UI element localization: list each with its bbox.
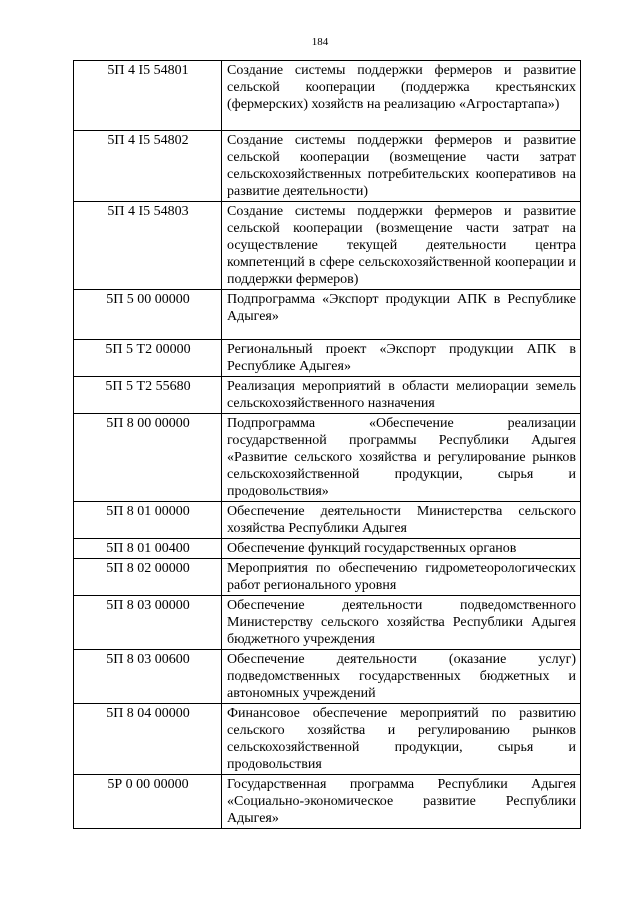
description-cell: Финансовое обеспечение мероприятий по развитию сельского хозяйства и регулированию рынков сельскохозяйственной продукции, сырья и продовольствия: [222, 704, 581, 775]
code-cell: 5П 4 I5 54801: [74, 61, 222, 131]
description-cell: Обеспечение деятельности (оказание услуг) подведомственных государственных бюджетных и автономных учреждений: [222, 650, 581, 704]
table-row: [74, 202, 581, 290]
table-row: [74, 596, 581, 650]
table-row: [74, 340, 581, 377]
description-cell: Создание системы поддержки фермеров и развитие сельской кооперации (поддержка крестьянских (фермерских) хозяйств на реализацию «Агростартапа»): [222, 61, 581, 131]
code-cell: 5П 8 01 00000: [74, 502, 222, 539]
table-row: [74, 377, 581, 414]
description-cell: Подпрограмма «Обеспечение реализации государственной программы Республики Адыгея «Развитие сельского хозяйства и регулирование рынков сельскохозяйственной продукции, сырья и продовольствия»: [222, 414, 581, 502]
table-row: [74, 559, 581, 596]
code-cell: 5П 5 T2 00000: [74, 340, 222, 377]
description-cell: Обеспечение функций государственных органов: [222, 539, 581, 559]
table-row: [74, 539, 581, 559]
table-row: [74, 650, 581, 704]
description-cell: Обеспечение деятельности Министерства сельского хозяйства Республики Адыгея: [222, 502, 581, 539]
description-cell: Реализация мероприятий в области мелиорации земель сельскохозяйственного назначения: [222, 377, 581, 414]
code-cell: 5П 4 I5 54802: [74, 131, 222, 202]
description-cell: Создание системы поддержки фермеров и развитие сельской кооперации (возмещение части затрат на осуществление текущей деятельности центра компетенций в сфере сельскохозяйственной кооперации и поддержки фермеров): [222, 202, 581, 290]
description-cell: Обеспечение деятельности подведомственного Министерству сельского хозяйства Республики Адыгея бюджетного учреждения: [222, 596, 581, 650]
code-cell: 5П 8 03 00600: [74, 650, 222, 704]
table-row: [74, 704, 581, 775]
table-row: [74, 61, 581, 131]
description-cell: Региональный проект «Экспорт продукции АПК в Республике Адыгея»: [222, 340, 581, 377]
table-row: [74, 414, 581, 502]
table-row: [74, 290, 581, 340]
code-cell: 5П 4 I5 54803: [74, 202, 222, 290]
table-row: [74, 775, 581, 829]
code-cell: 5П 8 01 00400: [74, 539, 222, 559]
code-cell: 5Р 0 00 00000: [74, 775, 222, 829]
description-cell: Мероприятия по обеспечению гидрометеорологических работ регионального уровня: [222, 559, 581, 596]
table-row: [74, 502, 581, 539]
code-cell: 5П 8 00 00000: [74, 414, 222, 502]
description-cell: Создание системы поддержки фермеров и развитие сельской кооперации (возмещение части затрат сельскохозяйственных потребительских кооперативов на развитие деятельности): [222, 131, 581, 202]
table-row: [74, 131, 581, 202]
code-cell: 5П 8 04 00000: [74, 704, 222, 775]
description-cell: Государственная программа Республики Адыгея «Социально-экономическое развитие Республики Адыгея»: [222, 775, 581, 829]
budget-classification-table: [73, 60, 581, 829]
code-cell: 5П 8 02 00000: [74, 559, 222, 596]
description-cell: Подпрограмма «Экспорт продукции АПК в Республике Адыгея»: [222, 290, 581, 340]
page-number: 184: [311, 36, 329, 48]
code-cell: 5П 5 00 00000: [74, 290, 222, 340]
code-cell: 5П 5 T2 55680: [74, 377, 222, 414]
code-cell: 5П 8 03 00000: [74, 596, 222, 650]
